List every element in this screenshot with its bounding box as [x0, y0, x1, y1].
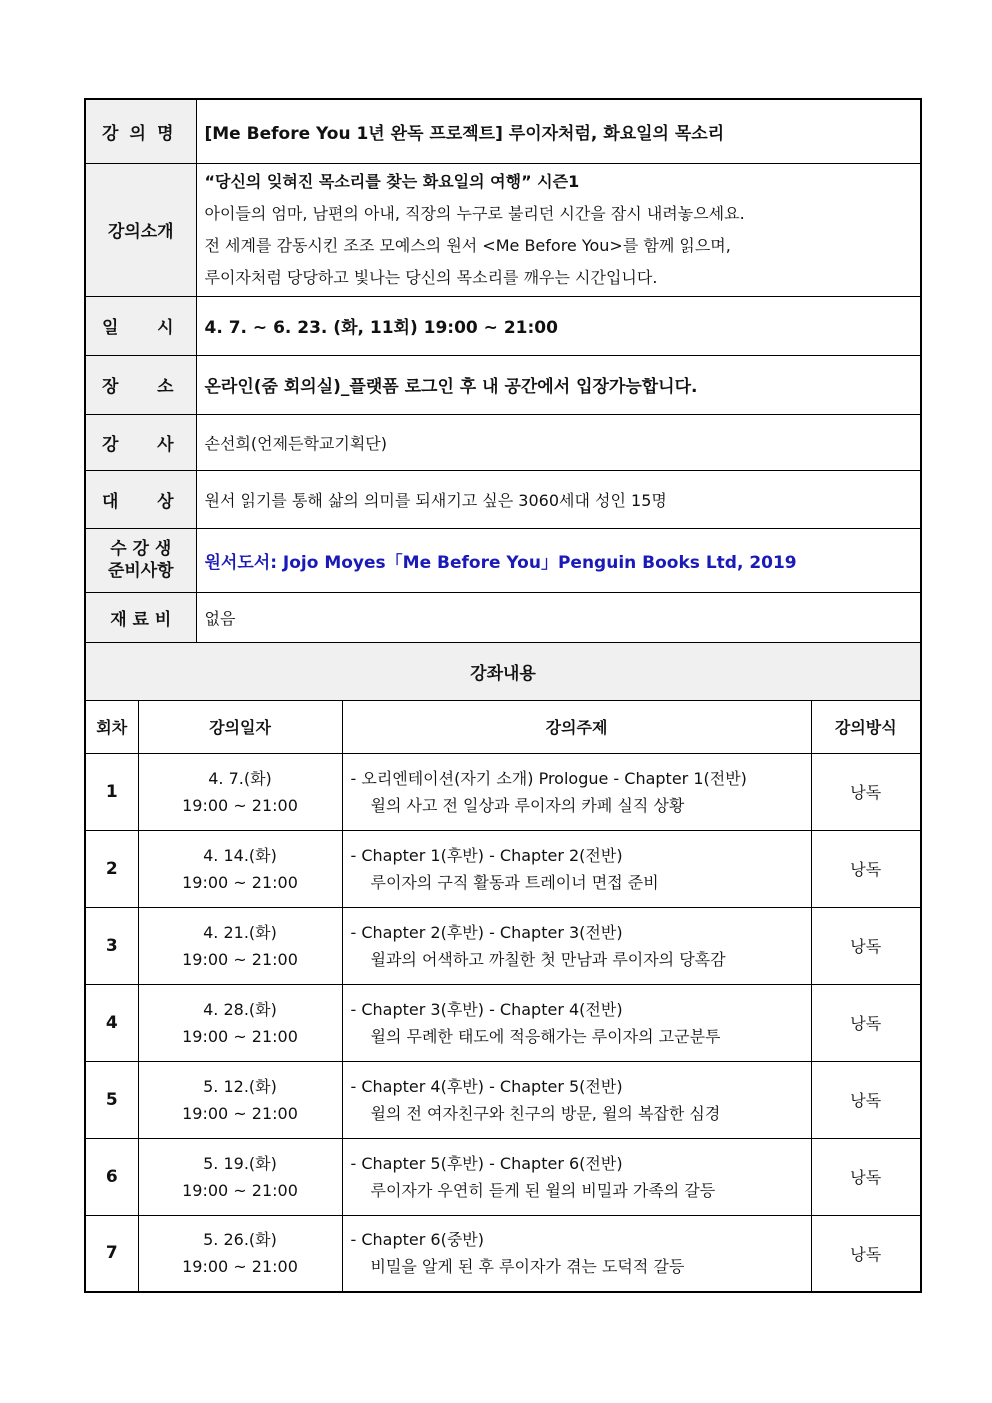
session-method: 낭독 [811, 1138, 921, 1215]
course-name: [Me Before You 1년 완독 프로젝트] 루이자처럼, 화요일의 목소리 [196, 99, 921, 163]
session-topic: - Chapter 1(후반) - Chapter 2(전반) 루이자의 구직 활동과 트레이너 면접 준비 [342, 830, 811, 907]
instructor-row [85, 414, 921, 470]
header-date: 강의일자 [138, 700, 342, 753]
session-method: 낭독 [811, 907, 921, 984]
target: 원서 읽기를 통해 삶의 의미를 되새기고 싶은 3060세대 성인 15명 [196, 470, 921, 528]
instructor: 손선희(언제든학교기획단) [196, 414, 921, 470]
session-method: 낭독 [811, 1215, 921, 1292]
prep-label: 수 강 생 준비사항 [85, 528, 196, 592]
table-row [85, 907, 921, 984]
intro-label: 강의소개 [85, 163, 196, 296]
session-topic: - Chapter 5(후반) - Chapter 6(전반) 루이자가 우연히 듣게 된 윌의 비밀과 가족의 갈등 [342, 1138, 811, 1215]
course-info-table [84, 98, 922, 1293]
session-date: 4. 14.(화) 19:00 ~ 21:00 [138, 830, 342, 907]
instructor-label: 강 사 [85, 414, 196, 470]
intro-line: 아이들의 엄마, 남편의 아내, 직장의 누구로 불리던 시간을 잠시 내려놓으세요. [204, 203, 745, 223]
place-row [85, 355, 921, 414]
table-row [85, 753, 921, 830]
session-topic: - Chapter 4(후반) - Chapter 5(전반) 윌의 전 여자친구와 친구의 방문, 윌의 복잡한 심경 [342, 1061, 811, 1138]
session-number: 4 [85, 984, 138, 1061]
schedule-row [85, 296, 921, 355]
intro-headline: “당신의 잊혀진 목소리를 찾는 화요일의 여행” 시즌1 [204, 171, 580, 191]
intro-text [196, 163, 921, 296]
content-header-row [85, 700, 921, 753]
session-method: 낭독 [811, 830, 921, 907]
schedule-label: 일 시 [85, 296, 196, 355]
target-label: 대 상 [85, 470, 196, 528]
table-row [85, 830, 921, 907]
schedule: 4. 7. ~ 6. 23. (화, 11회) 19:00 ~ 21:00 [196, 296, 921, 355]
table-row [85, 1138, 921, 1215]
header-method: 강의방식 [811, 700, 921, 753]
fee-label: 재 료 비 [85, 592, 196, 642]
session-number: 5 [85, 1061, 138, 1138]
session-topic: - Chapter 6(중반) 비밀을 알게 된 후 루이자가 겪는 도덕적 갈등 [342, 1215, 811, 1292]
place-label: 장 소 [85, 355, 196, 414]
session-method: 낭독 [811, 753, 921, 830]
session-date: 5. 26.(화) 19:00 ~ 21:00 [138, 1215, 342, 1292]
course-name-label: 강 의 명 [85, 99, 196, 163]
prep-book: 원서도서: Jojo Moyes「Me Before You」Penguin Books Ltd, 2019 [196, 528, 921, 592]
session-date: 5. 19.(화) 19:00 ~ 21:00 [138, 1138, 342, 1215]
session-topic: - 오리엔테이션(자기 소개) Prologue - Chapter 1(전반) 윌의 사고 전 일상과 루이자의 카페 실직 상황 [342, 753, 811, 830]
section-title: 강좌내용 [85, 642, 921, 700]
session-date: 4. 21.(화) 19:00 ~ 21:00 [138, 907, 342, 984]
session-topic: - Chapter 3(후반) - Chapter 4(전반) 윌의 무례한 태도에 적응해가는 루이자의 고군분투 [342, 984, 811, 1061]
session-number: 6 [85, 1138, 138, 1215]
session-date: 4. 7.(화) 19:00 ~ 21:00 [138, 753, 342, 830]
header-no: 회차 [85, 700, 138, 753]
session-method: 낭독 [811, 1061, 921, 1138]
fee: 없음 [196, 592, 921, 642]
fee-row [85, 592, 921, 642]
intro-line: 루이자처럼 당당하고 빛나는 당신의 목소리를 깨우는 시간입니다. [204, 267, 658, 287]
header-topic: 강의주제 [342, 700, 811, 753]
session-topic: - Chapter 2(후반) - Chapter 3(전반) 윌과의 어색하고 까칠한 첫 만남과 루이자의 당혹감 [342, 907, 811, 984]
table-row [85, 984, 921, 1061]
section-title-row [85, 642, 921, 700]
course-document [84, 98, 920, 1293]
session-method: 낭독 [811, 984, 921, 1061]
session-number: 3 [85, 907, 138, 984]
session-number: 7 [85, 1215, 138, 1292]
intro-line: 전 세계를 감동시킨 조조 모예스의 원서 <Me Before You>를 함께 읽으며, [204, 235, 731, 255]
prep-row [85, 528, 921, 592]
place: 온라인(줌 회의실)_플랫폼 로그인 후 내 공간에서 입장가능합니다. [196, 355, 921, 414]
session-date: 5. 12.(화) 19:00 ~ 21:00 [138, 1061, 342, 1138]
intro-row [85, 163, 921, 296]
course-name-row [85, 99, 921, 163]
target-row [85, 470, 921, 528]
table-row [85, 1215, 921, 1292]
session-number: 1 [85, 753, 138, 830]
session-date: 4. 28.(화) 19:00 ~ 21:00 [138, 984, 342, 1061]
table-row [85, 1061, 921, 1138]
session-number: 2 [85, 830, 138, 907]
